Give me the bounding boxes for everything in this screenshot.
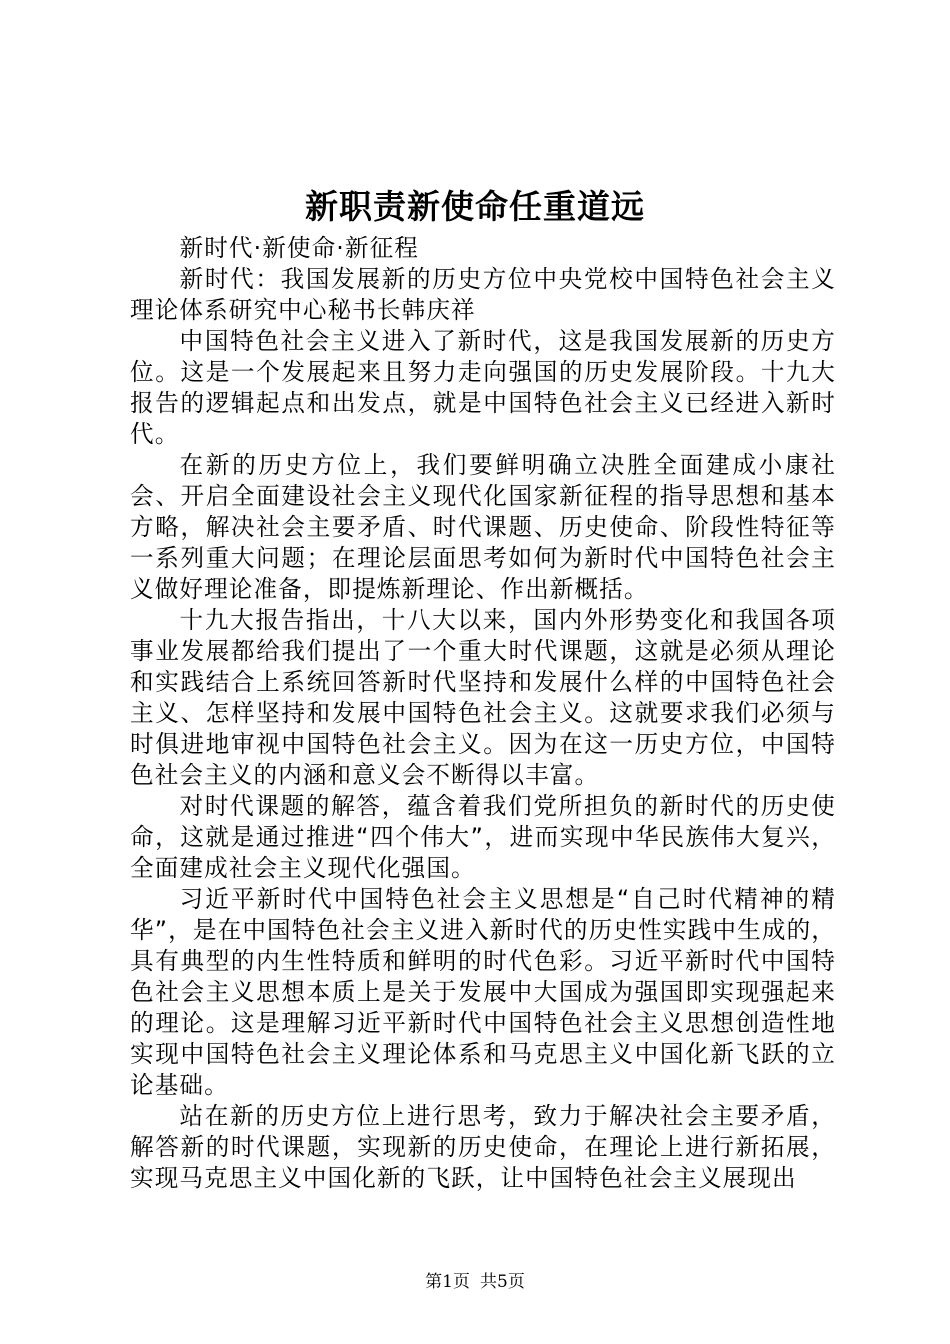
paragraph: 新时代·新使命·新征程 bbox=[179, 234, 419, 262]
paragraph: 十九大报告指出，十八大以来，国内外形势变化和我国各项事业发展都给我们提出了一个重大时代课题，这就是必须从理论和实践结合上系统回答新时代坚持和发展什么样的中国特色社会主义、怎样坚持和发展中国特色社会主义。这就要求我们必须与时俱进地审视中国特色社会主义。因为在这一历史方位，中国特色社会主义的内涵和意义会不断得以丰富。 bbox=[130, 606, 836, 789]
paragraph: 中国特色社会主义进入了新时代，这是我国发展新的历史方位。这是一个发展起来且努力走向强国的历史发展阶段。十九大报告的逻辑起点和出发点，就是中国特色社会主义已经进入新时代。 bbox=[130, 327, 836, 448]
paragraph: 站在新的历史方位上进行思考，致力于解决社会主要矛盾，解答新的时代课题，实现新的历史使命，在理论上进行新拓展，实现马克思主义中国化新的飞跃，让中国特色社会主义展现出 bbox=[130, 1102, 836, 1192]
paragraph: 对时代课题的解答，蕴含着我们党所担负的新时代的历史使命，这就是通过推进“四个伟大”，进而实现中华民族伟大复兴，全面建成社会主义现代化强国。 bbox=[130, 792, 836, 882]
paragraph: 在新的历史方位上，我们要鲜明确立决胜全面建成小康社会、开启全面建设社会主义现代化国家新征程的指导思想和基本方略，解决社会主要矛盾、时代课题、历史使命、阶段性特征等一系列重大问题；在理论层面思考如何为新时代中国特色社会主义做好理论准备，即提炼新理论、作出新概括。 bbox=[130, 451, 836, 603]
document-body bbox=[130, 233, 836, 1194]
paragraph: 习近平新时代中国特色社会主义思想是“自己时代精神的精华”，是在中国特色社会主义进入新时代的历史性实践中生成的，具有典型的内生性特质和鲜明的时代色彩。习近平新时代中国特色社会主义思想本质上是关于发展中大国成为强国即实现强起来的理论。这是理解习近平新时代中国特色社会主义思想创造性地实现中国特色社会主义理论体系和马克思主义中国化新飞跃的立论基础。 bbox=[130, 885, 836, 1099]
page-number: 第1页 bbox=[425, 1272, 470, 1292]
page-total: 共5页 bbox=[480, 1272, 525, 1292]
page-footer bbox=[0, 1270, 950, 1294]
document-title: 新职责新使命任重道远 bbox=[305, 187, 645, 226]
paragraph: 新时代：我国发展新的历史方位中央党校中国特色社会主义理论体系研究中心秘书长韩庆祥 bbox=[130, 265, 836, 324]
